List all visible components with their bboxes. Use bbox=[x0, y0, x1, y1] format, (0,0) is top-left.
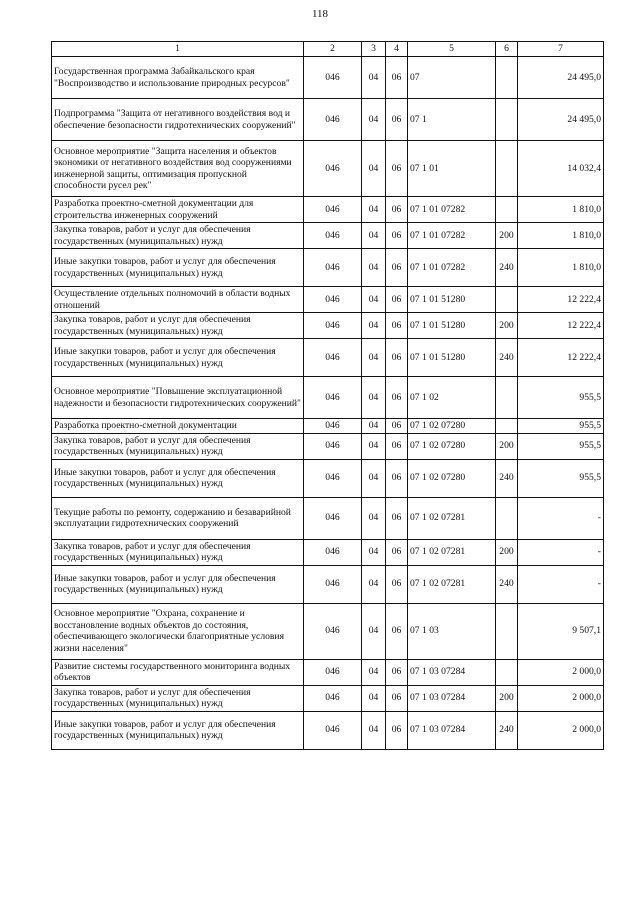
table-row bbox=[52, 313, 604, 339]
row-target-article: 07 1 03 07284 bbox=[408, 711, 496, 749]
row-expense-type: 240 bbox=[496, 459, 518, 497]
row-name: Закупка товаров, работ и услуг для обеспечения государственных (муниципальных) нужд bbox=[52, 433, 304, 459]
row-section-code: 04 bbox=[362, 685, 386, 711]
row-dept-code: 046 bbox=[304, 141, 362, 197]
row-expense-type bbox=[496, 141, 518, 197]
row-expense-type: 200 bbox=[496, 313, 518, 339]
page-number: 118 bbox=[311, 8, 329, 20]
row-subsection-code: 06 bbox=[386, 99, 408, 141]
row-subsection-code: 06 bbox=[386, 565, 408, 603]
row-amount: 955,5 bbox=[518, 377, 604, 419]
row-subsection-code: 06 bbox=[386, 539, 408, 565]
row-name: Осуществление отдельных полномочий в области водных отношений bbox=[52, 287, 304, 313]
row-subsection-code: 06 bbox=[386, 659, 408, 685]
row-amount: 2 000,0 bbox=[518, 659, 604, 685]
row-target-article: 07 1 02 07280 bbox=[408, 433, 496, 459]
row-name: Подпрограмма "Защита от негативного воздействия вод и обеспечение безопасности гидротехнических сооружений" bbox=[52, 99, 304, 141]
row-expense-type: 200 bbox=[496, 223, 518, 249]
row-dept-code: 046 bbox=[304, 287, 362, 313]
row-subsection-code: 06 bbox=[386, 197, 408, 223]
row-target-article: 07 1 01 07282 bbox=[408, 249, 496, 287]
row-section-code: 04 bbox=[362, 141, 386, 197]
row-name: Основное мероприятие "Повышение эксплуатационной надежности и безопасности гидротехнических сооружений" bbox=[52, 377, 304, 419]
row-subsection-code: 06 bbox=[386, 313, 408, 339]
row-name: Развитие системы государственного мониторинга водных объектов bbox=[52, 659, 304, 685]
row-subsection-code: 06 bbox=[386, 603, 408, 659]
row-subsection-code: 06 bbox=[386, 433, 408, 459]
row-target-article: 07 1 01 07282 bbox=[408, 223, 496, 249]
row-dept-code: 046 bbox=[304, 603, 362, 659]
row-section-code: 04 bbox=[362, 539, 386, 565]
row-subsection-code: 06 bbox=[386, 497, 408, 539]
row-section-code: 04 bbox=[362, 197, 386, 223]
row-name: Основное мероприятие "Защита населения и объектов экономики от негативного воздействия вод сооружениями инженерной защиты, оптимизация пропускной способности русел рек" bbox=[52, 141, 304, 197]
header-row bbox=[52, 42, 604, 57]
row-amount: 9 507,1 bbox=[518, 603, 604, 659]
table-row bbox=[52, 223, 604, 249]
row-expense-type bbox=[496, 603, 518, 659]
row-target-article: 07 1 02 bbox=[408, 377, 496, 419]
row-dept-code: 046 bbox=[304, 433, 362, 459]
row-target-article: 07 1 02 07280 bbox=[408, 459, 496, 497]
row-amount: 12 222,4 bbox=[518, 339, 604, 377]
row-name: Закупка товаров, работ и услуг для обеспечения государственных (муниципальных) нужд bbox=[52, 685, 304, 711]
table-row bbox=[52, 497, 604, 539]
table-row bbox=[52, 99, 604, 141]
row-section-code: 04 bbox=[362, 433, 386, 459]
row-amount: 24 495,0 bbox=[518, 99, 604, 141]
row-name: Разработка проектно-сметной документации bbox=[52, 419, 304, 434]
table-row bbox=[52, 685, 604, 711]
row-expense-type bbox=[496, 497, 518, 539]
row-amount: 2 000,0 bbox=[518, 685, 604, 711]
row-dept-code: 046 bbox=[304, 419, 362, 434]
row-dept-code: 046 bbox=[304, 685, 362, 711]
row-subsection-code: 06 bbox=[386, 287, 408, 313]
row-dept-code: 046 bbox=[304, 57, 362, 99]
column-header: 5 bbox=[408, 42, 496, 57]
table-row bbox=[52, 659, 604, 685]
row-name: Иные закупки товаров, работ и услуг для обеспечения государственных (муниципальных) нужд bbox=[52, 459, 304, 497]
row-section-code: 04 bbox=[362, 377, 386, 419]
row-target-article: 07 bbox=[408, 57, 496, 99]
row-amount: 12 222,4 bbox=[518, 287, 604, 313]
table-row bbox=[52, 197, 604, 223]
table-row bbox=[52, 565, 604, 603]
row-amount: 14 032,4 bbox=[518, 141, 604, 197]
table-row bbox=[52, 339, 604, 377]
row-amount: 12 222,4 bbox=[518, 313, 604, 339]
row-target-article: 07 1 bbox=[408, 99, 496, 141]
row-target-article: 07 1 02 07281 bbox=[408, 565, 496, 603]
row-amount: 1 810,0 bbox=[518, 197, 604, 223]
table-row bbox=[52, 419, 604, 434]
row-section-code: 04 bbox=[362, 419, 386, 434]
row-target-article: 07 1 01 51280 bbox=[408, 313, 496, 339]
column-header: 3 bbox=[362, 42, 386, 57]
row-subsection-code: 06 bbox=[386, 377, 408, 419]
row-amount: 955,5 bbox=[518, 459, 604, 497]
row-dept-code: 046 bbox=[304, 497, 362, 539]
row-section-code: 04 bbox=[362, 603, 386, 659]
row-dept-code: 046 bbox=[304, 377, 362, 419]
row-expense-type bbox=[496, 57, 518, 99]
table-row bbox=[52, 433, 604, 459]
row-amount: - bbox=[518, 565, 604, 603]
row-subsection-code: 06 bbox=[386, 459, 408, 497]
row-section-code: 04 bbox=[362, 223, 386, 249]
row-section-code: 04 bbox=[362, 459, 386, 497]
column-header: 1 bbox=[52, 42, 304, 57]
row-subsection-code: 06 bbox=[386, 223, 408, 249]
row-target-article: 07 1 01 51280 bbox=[408, 287, 496, 313]
row-section-code: 04 bbox=[362, 339, 386, 377]
row-expense-type: 200 bbox=[496, 433, 518, 459]
row-subsection-code: 06 bbox=[386, 419, 408, 434]
row-name: Закупка товаров, работ и услуг для обеспечения государственных (муниципальных) нужд bbox=[52, 313, 304, 339]
row-expense-type: 200 bbox=[496, 539, 518, 565]
row-name: Иные закупки товаров, работ и услуг для обеспечения государственных (муниципальных) нужд bbox=[52, 565, 304, 603]
row-name: Текущие работы по ремонту, содержанию и безаварийной эксплуатации гидротехнических сооружений bbox=[52, 497, 304, 539]
row-section-code: 04 bbox=[362, 287, 386, 313]
row-target-article: 07 1 01 bbox=[408, 141, 496, 197]
row-dept-code: 046 bbox=[304, 659, 362, 685]
row-expense-type bbox=[496, 197, 518, 223]
table-row bbox=[52, 377, 604, 419]
row-subsection-code: 06 bbox=[386, 57, 408, 99]
row-target-article: 07 1 01 51280 bbox=[408, 339, 496, 377]
row-expense-type bbox=[496, 99, 518, 141]
row-dept-code: 046 bbox=[304, 99, 362, 141]
row-target-article: 07 1 03 07284 bbox=[408, 685, 496, 711]
column-header: 2 bbox=[304, 42, 362, 57]
column-header: 4 bbox=[386, 42, 408, 57]
row-name: Закупка товаров, работ и услуг для обеспечения государственных (муниципальных) нужд bbox=[52, 223, 304, 249]
row-section-code: 04 bbox=[362, 57, 386, 99]
row-section-code: 04 bbox=[362, 659, 386, 685]
row-amount: - bbox=[518, 497, 604, 539]
row-name: Иные закупки товаров, работ и услуг для обеспечения государственных (муниципальных) нужд bbox=[52, 711, 304, 749]
row-dept-code: 046 bbox=[304, 339, 362, 377]
budget-table bbox=[51, 41, 604, 750]
row-subsection-code: 06 bbox=[386, 339, 408, 377]
row-section-code: 04 bbox=[362, 313, 386, 339]
row-dept-code: 046 bbox=[304, 197, 362, 223]
table-row bbox=[52, 57, 604, 99]
row-amount: 1 810,0 bbox=[518, 223, 604, 249]
row-amount: - bbox=[518, 539, 604, 565]
row-dept-code: 046 bbox=[304, 565, 362, 603]
row-section-code: 04 bbox=[362, 565, 386, 603]
row-target-article: 07 1 02 07281 bbox=[408, 497, 496, 539]
row-amount: 955,5 bbox=[518, 433, 604, 459]
table-row bbox=[52, 141, 604, 197]
row-name: Иные закупки товаров, работ и услуг для обеспечения государственных (муниципальных) нужд bbox=[52, 339, 304, 377]
table-row bbox=[52, 287, 604, 313]
row-amount: 2 000,0 bbox=[518, 711, 604, 749]
row-expense-type: 240 bbox=[496, 249, 518, 287]
row-section-code: 04 bbox=[362, 497, 386, 539]
row-dept-code: 046 bbox=[304, 223, 362, 249]
table-row bbox=[52, 249, 604, 287]
row-subsection-code: 06 bbox=[386, 711, 408, 749]
row-dept-code: 046 bbox=[304, 711, 362, 749]
row-dept-code: 046 bbox=[304, 249, 362, 287]
row-name: Закупка товаров, работ и услуг для обеспечения государственных (муниципальных) нужд bbox=[52, 539, 304, 565]
row-amount: 1 810,0 bbox=[518, 249, 604, 287]
row-target-article: 07 1 01 07282 bbox=[408, 197, 496, 223]
row-expense-type bbox=[496, 287, 518, 313]
row-amount: 955,5 bbox=[518, 419, 604, 434]
row-name: Государственная программа Забайкальского края "Воспроизводство и использование природных ресурсов" bbox=[52, 57, 304, 99]
row-subsection-code: 06 bbox=[386, 685, 408, 711]
row-target-article: 07 1 03 07284 bbox=[408, 659, 496, 685]
row-name: Основное мероприятие "Охрана, сохранение и восстановление водных объектов до состояния, обеспечивающего экологически благоприятные условия жизни населения" bbox=[52, 603, 304, 659]
column-header: 6 bbox=[496, 42, 518, 57]
row-expense-type bbox=[496, 377, 518, 419]
row-dept-code: 046 bbox=[304, 313, 362, 339]
row-expense-type bbox=[496, 419, 518, 434]
row-section-code: 04 bbox=[362, 711, 386, 749]
row-dept-code: 046 bbox=[304, 459, 362, 497]
row-expense-type bbox=[496, 659, 518, 685]
table-row bbox=[52, 711, 604, 749]
row-expense-type: 240 bbox=[496, 565, 518, 603]
row-amount: 24 495,0 bbox=[518, 57, 604, 99]
row-section-code: 04 bbox=[362, 249, 386, 287]
row-dept-code: 046 bbox=[304, 539, 362, 565]
row-name: Разработка проектно-сметной документации для строительства инженерных сооружений bbox=[52, 197, 304, 223]
row-expense-type: 200 bbox=[496, 685, 518, 711]
table-row bbox=[52, 459, 604, 497]
row-name: Иные закупки товаров, работ и услуг для обеспечения государственных (муниципальных) нужд bbox=[52, 249, 304, 287]
row-expense-type: 240 bbox=[496, 339, 518, 377]
column-header: 7 bbox=[518, 42, 604, 57]
table-row bbox=[52, 539, 604, 565]
row-target-article: 07 1 03 bbox=[408, 603, 496, 659]
table-row bbox=[52, 603, 604, 659]
row-expense-type: 240 bbox=[496, 711, 518, 749]
row-section-code: 04 bbox=[362, 99, 386, 141]
row-subsection-code: 06 bbox=[386, 141, 408, 197]
row-target-article: 07 1 02 07281 bbox=[408, 539, 496, 565]
row-subsection-code: 06 bbox=[386, 249, 408, 287]
row-target-article: 07 1 02 07280 bbox=[408, 419, 496, 434]
